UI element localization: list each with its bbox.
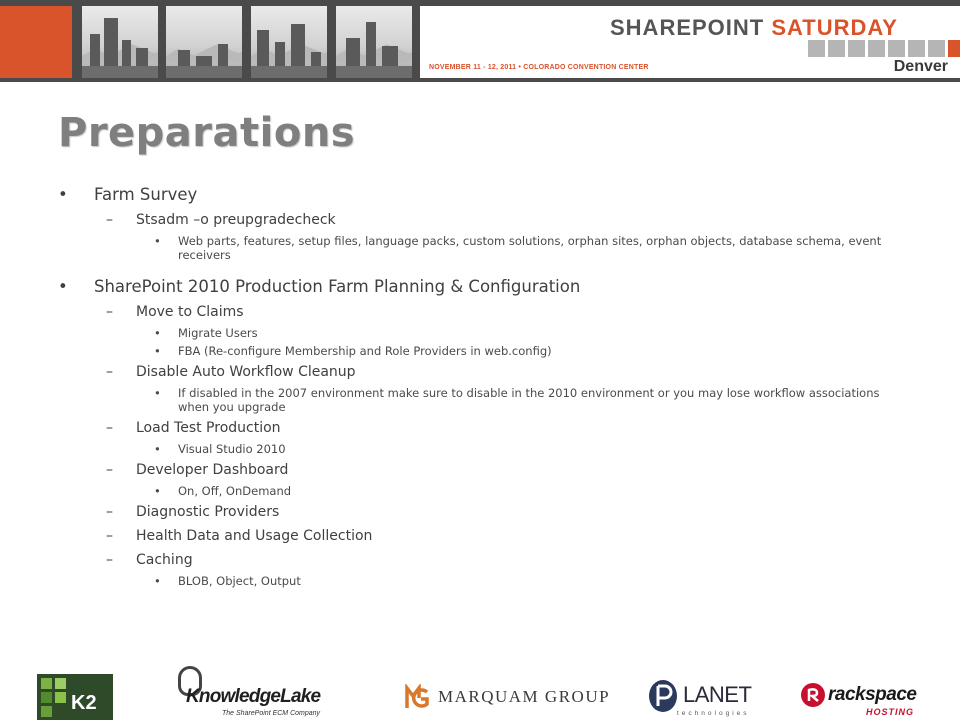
detail-cache-types: • BLOB, Object, Output bbox=[58, 574, 908, 588]
sponsor-logos bbox=[0, 660, 960, 720]
skyline-photo bbox=[336, 6, 412, 78]
sub-bullet-diagnostic: – Diagnostic Providers bbox=[58, 502, 908, 522]
rackspace-mark-icon bbox=[800, 682, 826, 708]
header-banner bbox=[0, 0, 960, 82]
planet-logo: LANET bbox=[683, 682, 752, 707]
sub-bullet-load-test: – Load Test Production bbox=[58, 418, 908, 438]
sub-bullet-workflow: – Disable Auto Workflow Cleanup bbox=[58, 362, 908, 382]
bullet-farm-survey: • Farm Survey bbox=[58, 184, 908, 206]
knowledgelake-tagline: The SharePoint ECM Company bbox=[222, 710, 321, 717]
skyline-photo bbox=[82, 6, 158, 78]
skyline-photo bbox=[251, 6, 327, 78]
rackspace-tagline: HOSTING bbox=[866, 707, 915, 717]
planet-tagline: technologies bbox=[677, 710, 750, 717]
sub-bullet-health: – Health Data and Usage Collection bbox=[58, 526, 908, 546]
slide-title: Preparations bbox=[58, 110, 356, 156]
rackspace-logo: rackspace bbox=[828, 684, 917, 705]
k2-logo: K2 bbox=[37, 674, 113, 720]
bullet-planning: • SharePoint 2010 Production Farm Planning & Configuration bbox=[58, 276, 908, 298]
detail-migrate-users: • Migrate Users bbox=[58, 326, 908, 340]
event-branding bbox=[420, 6, 960, 78]
marquam-logo: MARQUAM GROUP bbox=[438, 687, 611, 706]
event-logo-title: SHAREPOINT SATURDAY bbox=[610, 15, 898, 40]
detail-fba: • FBA (Re-configure Membership and Role Providers in web.config) bbox=[58, 344, 908, 358]
sub-bullet-stsadm: – Stsadm –o preupgradecheck bbox=[58, 210, 908, 230]
accent-block bbox=[0, 6, 72, 78]
event-city: Denver bbox=[893, 58, 948, 75]
event-date-location: NOVEMBER 11 - 12, 2011 • COLORADO CONVENTION CENTER bbox=[429, 64, 649, 71]
bullet-list bbox=[58, 184, 908, 588]
detail-dashboard-modes: • On, Off, OnDemand bbox=[58, 484, 908, 498]
detail-workflow-note: • If disabled in the 2007 environment make sure to disable in the 2010 environment or you may lose workflow associations when you upgrade bbox=[58, 386, 908, 414]
planet-globe-icon bbox=[648, 678, 682, 714]
knowledgelake-logo: KnowledgeLake bbox=[186, 686, 321, 707]
logo-squares bbox=[808, 40, 960, 57]
skyline-photo bbox=[166, 6, 242, 78]
sub-bullet-claims: – Move to Claims bbox=[58, 302, 908, 322]
detail-survey-items: • Web parts, features, setup files, language packs, custom solutions, orphan sites, orphan objects, database schema, event receivers bbox=[58, 234, 908, 262]
sub-bullet-dev-dashboard: – Developer Dashboard bbox=[58, 460, 908, 480]
detail-visual-studio: • Visual Studio 2010 bbox=[58, 442, 908, 456]
sub-bullet-caching: – Caching bbox=[58, 550, 908, 570]
marquam-mark-icon bbox=[405, 684, 429, 710]
